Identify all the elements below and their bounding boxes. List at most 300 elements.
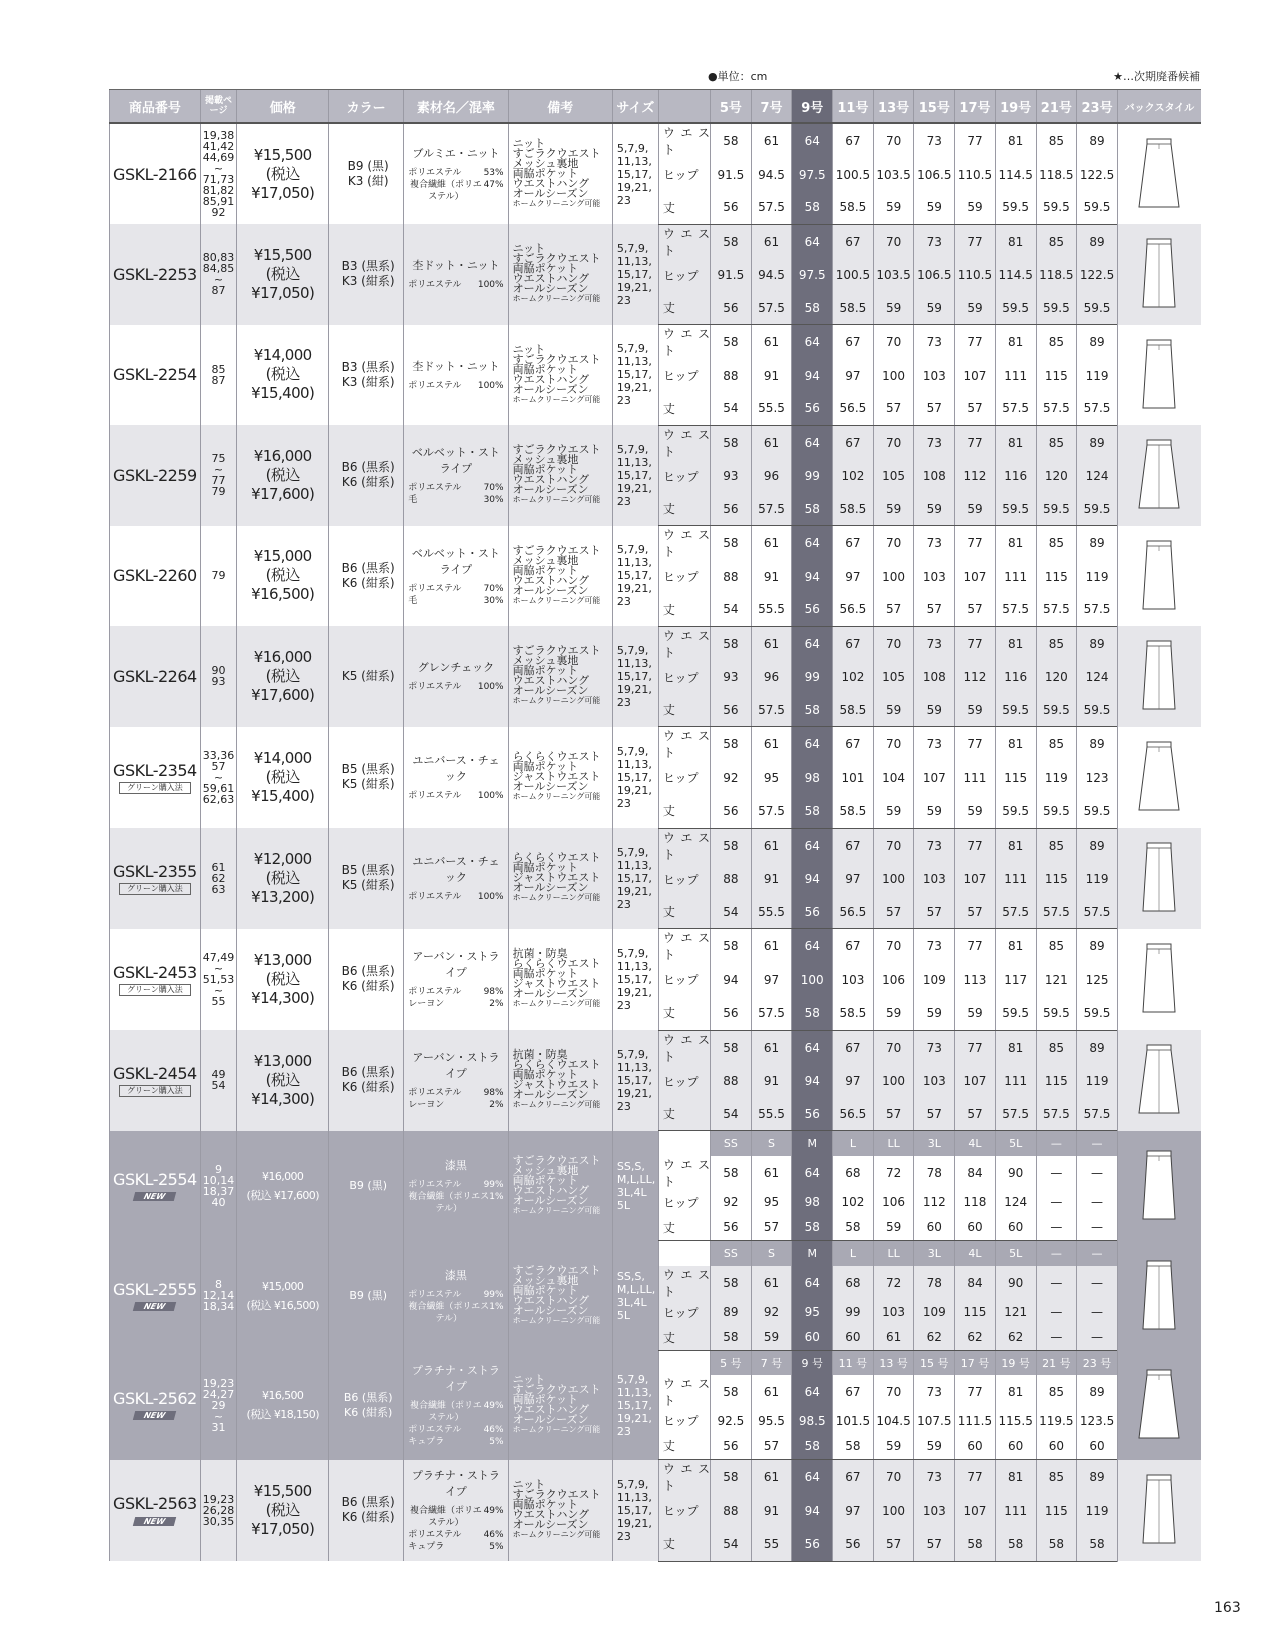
- hip-value: 107: [955, 1494, 996, 1527]
- hip-value: 103: [914, 1065, 955, 1098]
- page-ref: 29: [211, 1398, 226, 1412]
- length-value: 58.5: [833, 292, 874, 325]
- page-ref: 61: [211, 860, 226, 874]
- back-style-cell: [1117, 1030, 1201, 1131]
- product-group: [110, 1241, 1202, 1351]
- hip-value: 115.5: [995, 1409, 1036, 1433]
- length-value: 62: [914, 1325, 955, 1351]
- page-ref: 24,27: [202, 1387, 235, 1401]
- length-value: 59: [751, 1325, 792, 1351]
- material-name: 漆黒: [444, 1158, 467, 1172]
- fiber-percent: 49%: [483, 1506, 504, 1517]
- size-header-cell: 11 号: [833, 1351, 874, 1375]
- fiber: 毛: [408, 595, 418, 606]
- note-item: ホームクリーニング可能: [512, 595, 601, 605]
- note-item: らくらくウエスト: [512, 957, 601, 971]
- note-item: すごラクウエスト: [512, 1263, 601, 1277]
- length-value: 57.5: [1077, 392, 1118, 425]
- measure-label: 丈: [658, 996, 710, 1030]
- material-cell: [404, 224, 508, 325]
- hip-value: 103: [914, 560, 955, 593]
- back-style-cell: [1117, 1241, 1201, 1351]
- page-ref: ~: [213, 162, 224, 175]
- back-style-cell: [1117, 828, 1201, 929]
- waist-value: 85: [1036, 1375, 1077, 1409]
- waist-value: 70: [873, 1375, 914, 1409]
- length-value: 57.5: [995, 593, 1036, 626]
- size-header-cell: 5L: [995, 1131, 1036, 1156]
- price: ¥15,500: [253, 245, 312, 264]
- material-cell: [404, 1131, 508, 1241]
- green-purchase-badge: グリーン購入法: [119, 883, 191, 895]
- length-value: 56: [711, 493, 752, 526]
- length-value: 56: [711, 996, 752, 1030]
- header-measure: [658, 90, 710, 124]
- hip-value: 101: [833, 761, 874, 794]
- note-item: すごラクウエスト: [512, 1153, 601, 1167]
- material-name: プラチナ・ストライプ: [411, 1364, 500, 1393]
- waist-value: 61: [751, 526, 792, 561]
- measure-label: ヒップ: [658, 158, 710, 191]
- header-size-13: 13号: [873, 90, 914, 124]
- product-id-cell: [110, 123, 201, 224]
- length-value: 57.5: [751, 191, 792, 224]
- hip-value: 94: [711, 963, 752, 996]
- length-value: 59.5: [1077, 191, 1118, 224]
- note-item: オールシーズン: [512, 881, 589, 895]
- page-ref: 40: [211, 1195, 226, 1209]
- back-style-cell: [1117, 929, 1201, 1031]
- length-value: 58: [833, 1215, 874, 1241]
- product-group: [110, 929, 1202, 1031]
- hip-value: 93: [711, 460, 752, 493]
- note-item: らくらくウエスト: [512, 750, 601, 764]
- length-value: 59: [914, 794, 955, 828]
- fiber: 複合繊維（ポリエステル）: [409, 180, 482, 202]
- size-header-cell: M: [792, 1131, 833, 1156]
- product-id: GSKL-2355: [113, 861, 197, 881]
- note-item: ウエストハング: [512, 1183, 590, 1197]
- product-id-cell: [110, 727, 201, 829]
- length-value: 59: [914, 996, 955, 1030]
- notes-cell: [508, 224, 612, 325]
- header-notes: 備考: [508, 90, 612, 124]
- waist-value: 67: [833, 425, 874, 460]
- hip-value: 88: [711, 1494, 752, 1527]
- page-ref: 18,34: [202, 1300, 235, 1313]
- table-header-row: [110, 90, 1202, 124]
- notes-cell: [508, 425, 612, 526]
- back-style-cell: [1117, 727, 1201, 829]
- hip-value: 92: [751, 1300, 792, 1325]
- waist-value: —: [1077, 1156, 1118, 1190]
- waist-value: 72: [873, 1156, 914, 1190]
- waist-value: 64: [792, 1266, 833, 1300]
- fiber: キュプラ: [408, 1437, 445, 1447]
- length-value: 58.5: [833, 493, 874, 526]
- price-cell: [237, 1241, 329, 1351]
- length-value: 59: [955, 493, 996, 526]
- waist-value: 58: [711, 224, 752, 259]
- price-tax-inclusive: (税込 ¥13,200): [251, 868, 315, 906]
- page-ref: 19,23: [202, 1376, 235, 1390]
- waist-value: 67: [833, 526, 874, 561]
- length-value: 57: [751, 1433, 792, 1460]
- product-sub-row: [110, 626, 1202, 661]
- waist-value: 89: [1077, 526, 1118, 561]
- measure-label: 丈: [658, 191, 710, 224]
- measure-label: ヒップ: [658, 1409, 710, 1433]
- hip-value: 103: [914, 1494, 955, 1527]
- price-tax-inclusive: (税込 ¥17,050): [251, 1500, 315, 1538]
- hip-value: 115: [1036, 1494, 1077, 1527]
- length-value: 55.5: [751, 392, 792, 425]
- waist-value: 73: [914, 1460, 955, 1495]
- hip-value: 103.5: [873, 158, 914, 191]
- pages-cell: [200, 224, 237, 325]
- length-value: 56: [792, 896, 833, 929]
- product-group: [110, 1030, 1202, 1131]
- back-style-skirt-icon: [1133, 436, 1185, 514]
- material-composition: [408, 1087, 503, 1099]
- length-value: 59: [955, 794, 996, 828]
- waist-value: 84: [955, 1266, 996, 1300]
- hip-value: 93: [711, 661, 752, 694]
- product-sub-row: [110, 425, 1202, 460]
- measure-label: 丈: [658, 1215, 710, 1241]
- note-item: ニット: [512, 137, 546, 150]
- note-item: ジャストウエスト: [512, 770, 601, 784]
- price-tax-inclusive: (税込 ¥15,400): [251, 767, 315, 805]
- back-style-skirt-icon: [1133, 637, 1185, 715]
- length-value: 59: [955, 996, 996, 1030]
- hip-value: 91: [751, 560, 792, 593]
- color-cell: [329, 425, 404, 526]
- size-header-cell: —: [1077, 1131, 1118, 1156]
- hip-value: 118.5: [1036, 158, 1077, 191]
- page-ref: ~: [213, 1409, 224, 1423]
- fiber-percent: 30%: [483, 595, 504, 606]
- size-range: 5,7,9, 11,13, 15,17, 19,21, 23: [616, 845, 652, 911]
- hip-value: 94: [792, 1065, 833, 1098]
- length-value: 57: [873, 896, 914, 929]
- length-value: 58: [711, 1325, 752, 1351]
- note-item: オールシーズン: [512, 1193, 589, 1207]
- green-purchase-badge: グリーン購入法: [119, 1085, 191, 1097]
- waist-value: 81: [995, 929, 1036, 964]
- product-id-cell: [110, 626, 201, 727]
- price-tax-inclusive: (税込 ¥15,400): [251, 365, 315, 403]
- hip-value: 120: [1036, 460, 1077, 493]
- measure-label: ウエスト: [658, 526, 710, 561]
- page-ref: 63: [211, 882, 226, 896]
- page-ref: 9: [215, 1162, 223, 1176]
- product-group: [110, 526, 1202, 627]
- waist-value: 64: [792, 123, 833, 158]
- notes-cell: [508, 1351, 612, 1460]
- waist-value: 64: [792, 1156, 833, 1190]
- waist-value: 61: [751, 828, 792, 863]
- back-style-skirt-icon: [1133, 537, 1185, 615]
- hip-value: 100: [792, 963, 833, 996]
- header-size-23: 23号: [1077, 90, 1118, 124]
- hip-value: 115: [995, 761, 1036, 794]
- price-cell: [237, 727, 329, 829]
- product-sub-row: [110, 1131, 1202, 1156]
- hip-value: 105: [873, 661, 914, 694]
- length-value: 59: [873, 996, 914, 1030]
- note-item: ホームクリーニング可能: [512, 792, 601, 802]
- length-value: 58.5: [833, 694, 874, 727]
- note-item: ホームクリーニング可能: [512, 1315, 601, 1325]
- hip-value: 105: [873, 460, 914, 493]
- hip-value: 88: [711, 1065, 752, 1098]
- waist-value: 77: [955, 425, 996, 460]
- header-product: 商品番号: [110, 90, 201, 124]
- hip-value: 100.5: [833, 259, 874, 292]
- waist-value: 68: [833, 1266, 874, 1300]
- note-item: ニット: [512, 1373, 546, 1386]
- fiber: ポリエステル: [408, 168, 462, 178]
- color-cell: [329, 123, 404, 224]
- fiber-percent: 1%: [489, 1301, 504, 1312]
- material-composition: [408, 595, 503, 607]
- waist-value: 81: [995, 325, 1036, 360]
- note-item: ニット: [512, 242, 546, 256]
- length-value: 60: [1077, 1433, 1118, 1460]
- length-value: 61: [873, 1325, 914, 1351]
- back-style-skirt-icon: [1133, 1041, 1185, 1119]
- waist-value: 70: [873, 727, 914, 762]
- new-badge: NEW: [133, 1302, 176, 1311]
- note-item: オールシーズン: [512, 583, 589, 597]
- waist-value: 61: [751, 1030, 792, 1065]
- measure-label: 丈: [658, 896, 710, 929]
- waist-value: 61: [751, 1266, 792, 1300]
- length-value: 59: [873, 794, 914, 828]
- size-range: 5,7,9, 11,13, 15,17, 19,21, 23: [616, 241, 652, 307]
- hip-value: 99: [833, 1300, 874, 1325]
- waist-value: 77: [955, 526, 996, 561]
- measure-label: ウエスト: [658, 1156, 710, 1190]
- product-id: GSKL-2562: [113, 1389, 197, 1408]
- waist-value: 58: [711, 1156, 752, 1190]
- product-id-cell: [110, 224, 201, 325]
- product-sub-row: [110, 1241, 1202, 1266]
- page-ref: 87: [211, 373, 226, 387]
- material-name: グレンチェック: [417, 661, 495, 675]
- length-value: 57: [914, 1527, 955, 1561]
- waist-value: 89: [1077, 828, 1118, 863]
- measure-label: 丈: [658, 1433, 710, 1460]
- back-style-skirt-icon: [1133, 839, 1185, 917]
- waist-value: 81: [995, 727, 1036, 762]
- note-item: ホームクリーニング可能: [512, 1205, 601, 1215]
- color-option: B5 (黒系): [341, 863, 395, 878]
- price-tax-inclusive: (税込 ¥17,600): [251, 666, 315, 704]
- product-sub-row: [110, 1351, 1202, 1375]
- hip-value: 121: [1036, 963, 1077, 996]
- page-ref: 80,83: [202, 251, 235, 265]
- hip-value: 119: [1077, 863, 1118, 896]
- waist-value: 85: [1036, 1460, 1077, 1495]
- product-group: [110, 325, 1202, 426]
- hip-value: 91: [751, 1065, 792, 1098]
- header-size-21: 21号: [1036, 90, 1077, 124]
- measure-label: ヒップ: [658, 1065, 710, 1098]
- hip-value: 97: [833, 863, 874, 896]
- note-item: ジャストウエスト: [512, 1078, 601, 1092]
- size-header-cell: S: [751, 1241, 792, 1266]
- hip-value: 103: [873, 1300, 914, 1325]
- measure-label: 丈: [658, 1098, 710, 1131]
- waist-value: 90: [995, 1156, 1036, 1190]
- price: ¥15,000: [262, 1279, 304, 1293]
- hip-value: 100: [873, 863, 914, 896]
- measure-label: ヒップ: [658, 1300, 710, 1325]
- hip-value: 100.5: [833, 158, 874, 191]
- waist-value: 78: [914, 1156, 955, 1190]
- hip-value: 125: [1077, 963, 1118, 996]
- color-cell: [329, 526, 404, 627]
- header-pages: 掲載ページ: [200, 90, 237, 124]
- page-ref: 41,42: [202, 140, 235, 153]
- size-header-cell: 19 号: [995, 1351, 1036, 1375]
- waist-value: 58: [711, 425, 752, 460]
- note-item: メッシュ裏地: [512, 453, 579, 467]
- hip-value: 115: [1036, 359, 1077, 392]
- price-cell: [237, 425, 329, 526]
- length-value: 59: [955, 292, 996, 325]
- measure-label: ウエスト: [658, 1266, 710, 1300]
- size-label-blank: [658, 1351, 710, 1375]
- color-cell: [329, 1241, 404, 1351]
- hip-value: 88: [711, 863, 752, 896]
- length-value: 56: [711, 1433, 752, 1460]
- size-range-cell: [612, 1241, 658, 1351]
- waist-value: 68: [833, 1156, 874, 1190]
- material-composition: [408, 179, 503, 203]
- length-value: 62: [995, 1325, 1036, 1351]
- hip-value: 117: [995, 963, 1036, 996]
- length-value: 59: [914, 493, 955, 526]
- header-size-17: 17号: [955, 90, 996, 124]
- color-cell: [329, 929, 404, 1031]
- measure-label: ヒップ: [658, 761, 710, 794]
- back-style-cell: [1117, 1131, 1201, 1241]
- waist-value: 81: [995, 1375, 1036, 1409]
- measure-label: ウエスト: [658, 1375, 710, 1409]
- page-ref: 10,14: [202, 1173, 235, 1187]
- note-item: ウエストハング: [512, 573, 590, 587]
- price: ¥13,000: [253, 950, 312, 969]
- waist-value: 85: [1036, 123, 1077, 158]
- hip-value: 100: [873, 359, 914, 392]
- hip-value: 119.5: [1036, 1409, 1077, 1433]
- price-cell: [237, 1351, 329, 1460]
- measure-label: 丈: [658, 493, 710, 526]
- page-ref: ~: [213, 273, 224, 287]
- waist-value: 73: [914, 1030, 955, 1065]
- fiber-percent: 70%: [483, 583, 504, 594]
- product-id: GSKL-2454: [113, 1063, 197, 1083]
- page-ref: 62,63: [202, 792, 235, 806]
- page-ref: 55: [211, 994, 226, 1008]
- hip-value: 123.5: [1077, 1409, 1118, 1433]
- page-ref: 79: [211, 485, 226, 499]
- hip-value: 124: [995, 1190, 1036, 1215]
- hip-value: 108: [914, 460, 955, 493]
- waist-value: 61: [751, 224, 792, 259]
- back-style-skirt-icon: [1133, 1147, 1185, 1225]
- material-name: 漆黒: [444, 1268, 467, 1282]
- hip-value: 104: [873, 761, 914, 794]
- note-item: ホームクリーニング可能: [512, 294, 601, 304]
- fiber-percent: 5%: [489, 1437, 504, 1447]
- length-value: 54: [711, 1098, 752, 1131]
- waist-value: 70: [873, 828, 914, 863]
- material-cell: [404, 929, 508, 1031]
- fiber: 毛: [408, 495, 418, 506]
- size-header-cell: 15 号: [914, 1351, 955, 1375]
- fiber: レーヨン: [408, 1100, 445, 1111]
- page-ref: 84,85: [202, 262, 235, 276]
- note-item: 両脇ポケット: [512, 362, 579, 376]
- product-id-cell: [110, 425, 201, 526]
- hip-value: 111: [955, 761, 996, 794]
- size-range: 5,7,9, 11,13, 15,17, 19,21, 23: [616, 946, 652, 1012]
- note-item: オールシーズン: [512, 780, 589, 794]
- fiber-percent: 46%: [483, 1425, 504, 1435]
- hip-value: 88: [711, 359, 752, 392]
- length-value: 59: [914, 292, 955, 325]
- header-material: 素材名／混率: [404, 90, 508, 124]
- price-cell: [237, 224, 329, 325]
- hip-value: 101.5: [833, 1409, 874, 1433]
- pages-cell: [200, 123, 237, 224]
- length-value: 58: [792, 694, 833, 727]
- header-size-15: 15号: [914, 90, 955, 124]
- material-composition: [408, 1179, 503, 1191]
- hip-value: 109: [914, 963, 955, 996]
- unit-legend: ●単位：cm: [708, 70, 768, 83]
- material-cell: [404, 828, 508, 929]
- fiber-percent: 100%: [477, 380, 504, 391]
- size-label-blank: [658, 1241, 710, 1266]
- waist-value: 58: [711, 1030, 752, 1065]
- hip-value: 106: [873, 1190, 914, 1215]
- color-option: K5 (紺系): [341, 777, 395, 792]
- length-value: 57.5: [751, 292, 792, 325]
- size-header-cell: 13 号: [873, 1351, 914, 1375]
- waist-value: 67: [833, 626, 874, 661]
- size-header-cell: 17 号: [955, 1351, 996, 1375]
- size-header-cell: —: [1077, 1241, 1118, 1266]
- waist-value: 85: [1036, 224, 1077, 259]
- page-ref: ~: [213, 770, 224, 784]
- waist-value: 89: [1077, 1460, 1118, 1495]
- hip-value: 107: [955, 863, 996, 896]
- length-value: 59: [955, 191, 996, 224]
- product-id: GSKL-2259: [113, 465, 197, 485]
- waist-value: 89: [1077, 727, 1118, 762]
- hip-value: 110.5: [955, 158, 996, 191]
- waist-value: 89: [1077, 1375, 1118, 1409]
- product-id-cell: [110, 1241, 201, 1351]
- length-value: 59.5: [1077, 493, 1118, 526]
- material-cell: [404, 626, 508, 727]
- length-value: 60: [955, 1433, 996, 1460]
